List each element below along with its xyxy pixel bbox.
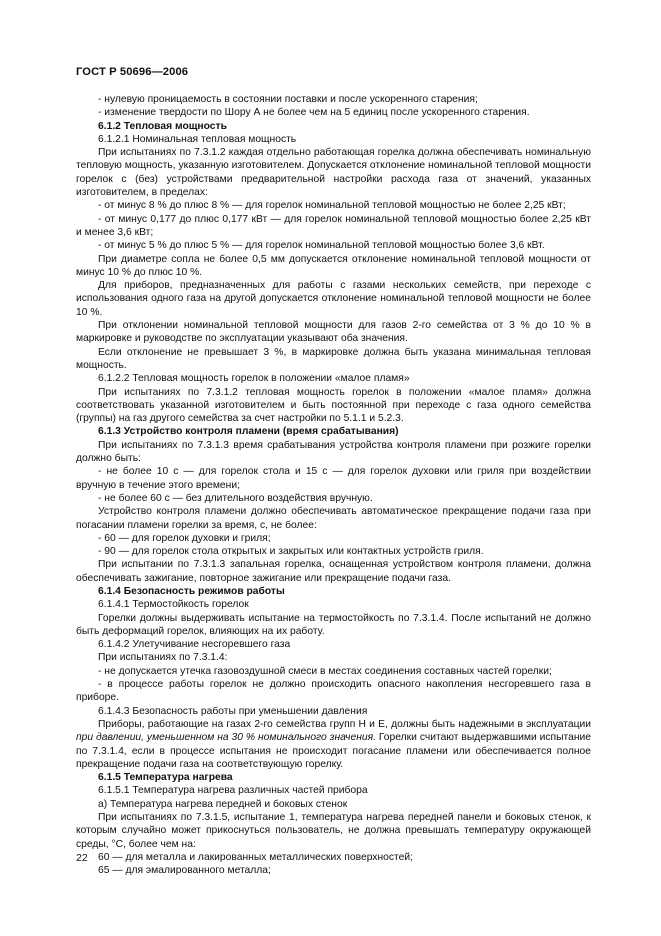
paragraph: 6.1.4.3 Безопасность работы при уменьшении давления (98, 705, 368, 717)
paragraph: - от минус 5 % до плюс 5 % — для горелок номинальной тепловой мощностью более 3,6 кВт. (98, 240, 545, 252)
section-heading: 6.1.3 Устройство контроля пламени (время срабатывания) (98, 426, 399, 438)
paragraph: 6.1.2.2 Тепловая мощность горелок в положении «малое пламя» (98, 373, 410, 385)
paragraph: Приборы, работающие на газах 2-го семейства групп Н и Е, должны быть надежными в эксплуатации при давлении, уменьшенном на 30 % номинального значения. Горелки считают выдержавшими испытание по 7.3.1.4, если в процессе испытания не происходит погасание пламени или обеспечивается полное прекращение подачи газа на соответствующую горелку. (76, 718, 591, 770)
paragraph: - 90 — для горелок стола открытых и закрытых или контактных устройств гриля. (98, 546, 484, 558)
paragraph: - в процессе работы горелок не должно происходить опасного накопления несгоревшего газа в приборе. (76, 679, 591, 704)
paragraph: 6.1.2.1 Номинальная тепловая мощность (98, 133, 297, 145)
paragraph: При отклонении номинальной тепловой мощности для газов 2-го семейства от 3 % до 10 % в маркировке и руководстве по эксплуатации указывают оба значения. (76, 320, 591, 345)
paragraph: - не более 10 с — для горелок стола и 15 с — для горелок духовки или гриля при воздействии вручную в течение этого времени; (76, 466, 591, 491)
paragraph: - не более 60 с — без длительного воздействия вручную. (98, 492, 373, 504)
paragraph: При испытании по 7.3.1.3 запальная горелка, оснащенная устройством контроля пламени, должна обеспечивать зажигание, повторное зажигание или прекращение подачи газа. (76, 559, 591, 584)
paragraph: - не допускается утечка газовоздушной смеси в местах соединения составных частей горелки; (98, 665, 552, 677)
paragraph: Устройство контроля пламени должно обеспечивать автоматическое прекращение подачи газа при погасании пламени горелки за время, с, не более: (76, 506, 591, 531)
section-heading: 6.1.5 Температура нагрева (98, 772, 233, 784)
paragraph: - 60 — для горелок духовки и гриля; (98, 532, 271, 544)
paragraph: - изменение твердости по Шору А не более чем на 5 единиц после ускоренного старения. (98, 107, 530, 119)
paragraph: 6.1.4.2 Улетучивание несгоревшего газа (98, 639, 291, 651)
paragraph: При испытаниях по 7.3.1.2 тепловая мощность горелок в положении «малое пламя» должна соответствовать указанной изготовителем и быть постоянной при переходе с газа одного семейства (группы) на газ другого семейства за счет настройки по 5.1.1 и 5.2.3. (76, 386, 591, 425)
paragraph: - нулевую проницаемость в состоянии поставки и после ускоренного старения; (98, 94, 478, 105)
paragraph: Если отклонение не превышает 3 %, в маркировке должна быть указана минимальная тепловая мощность. (76, 346, 591, 371)
paragraph: При диаметре сопла не более 0,5 мм допускается отклонение номинальной тепловой мощности от минус 10 % до плюс 10 %. (76, 253, 591, 278)
document-header: ГОСТ Р 50696—2006 (76, 66, 189, 78)
paragraph: Горелки должны выдерживать испытание на термостойкость по 7.3.1.4. После испытаний не должно быть деформаций горелок, влияющих на их работу. (76, 612, 591, 637)
section-heading: 6.1.4 Безопасность режимов работы (98, 585, 285, 597)
paragraph: а) Температура нагрева передней и боковых стенок (98, 798, 348, 810)
paragraph: 65 — для эмалированного металла; (98, 865, 271, 877)
paragraph: При испытаниях по 7.3.1.5, испытание 1, температура нагрева передней панели и боковых стенок, к которым случайно может прикоснуться пользователь, не должна превышать температуру окружающей среды, °С, более чем на: (76, 812, 591, 850)
paragraph: 6.1.5.1 Температура нагрева различных частей прибора (98, 785, 368, 797)
italic-emphasis: при давлении, уменьшенном на 30 % номинального значения. (76, 732, 376, 744)
paragraph: - от минус 0,177 до плюс 0,177 кВт — для горелок номинальной тепловой мощностью более 2,25 кВт и менее 3,6 кВт; (76, 213, 591, 238)
paragraph: - от минус 8 % до плюс 8 % — для горелок номинальной тепловой мощностью не более 2,25 кВт; (98, 200, 566, 212)
paragraph: При испытаниях по 7.3.1.4: (98, 652, 228, 664)
paragraph: 60 — для металла и лакированных металлических поверхностей; (98, 851, 413, 863)
page-number: 22 (76, 852, 88, 864)
paragraph: Для приборов, предназначенных для работы с газами нескольких семейств, при переходе с использования одного газа на другой допускается отклонение номинальной тепловой мощности не более 10 %. (76, 280, 591, 318)
paragraph: 6.1.4.1 Термостойкость горелок (98, 599, 249, 611)
section-heading: 6.1.2 Тепловая мощность (98, 120, 227, 132)
document-body (76, 93, 591, 878)
paragraph: При испытаниях по 7.3.1.3 время срабатывания устройства контроля пламени при розжиге горелки должно быть: (76, 439, 591, 465)
paragraph: При испытаниях по 7.3.1.2 каждая отдельно работающая горелка должна обеспечивать номинальную тепловую мощность, указанную изготовителем. Допускается отклонение номинальной тепловой мощности горелок с (без) устройствами предварительной настройки расхода газа от значений, указанных изготовителем, в пределах: (76, 147, 591, 199)
